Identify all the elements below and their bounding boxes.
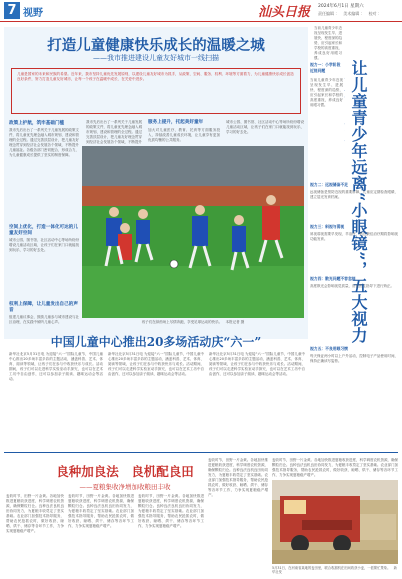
article-text: 城市公园、图书馆、社区活动中心等场所纷纷增设儿童活动区域，让孩子们在家门口就能找到玩乐、学习的好去处。	[226, 120, 304, 134]
issue-date: 2024年6月1日 星期六	[318, 4, 364, 9]
photo-caption: 孩子们在绿茵场上尽情奔跑，享受足球运动的快乐。 本报记者 摄	[141, 320, 245, 324]
article-text: 麦收时节，田野一片金黄。各地加快推进夏粮收获进度，科学调度农机资源，确保颗粒归仓。良种良法良机良田协同发力，为夏粮丰收奠定了坚实基础。农业部门加强技术指导服务，帮助农民抢抓农时，做好收获、晾晒、烘干、储存等各环节工作，力争实现夏粮稳产增产。	[6, 494, 64, 533]
soccer-photo-image	[82, 146, 304, 318]
section-body: 高度散光会影响视觉质量，应在医生指导下进行矫正。	[310, 284, 394, 288]
editor-credits: 责任编辑 ： 美术编辑 ： 校对 ：	[318, 11, 382, 16]
grain-subhead: ——夏粮集收净增加收粮田丰收	[79, 483, 171, 491]
harvest-photo-caption: 5月31日，在河南省某地的麦田里，联合收割机在田间收获小麦，一派繁忙景象。 新华社发	[272, 566, 397, 575]
vertical-headline: 让儿童青少年远离“小眼镜”，五大视力	[349, 60, 368, 344]
section-body: 斜视弱视需要早发现、早治疗，错过最佳治疗期将影响视功能发育。	[310, 232, 398, 241]
lead-subhead: ——我市推进建设儿童友好城市一线扫描	[93, 54, 219, 62]
section-body: 加大对儿童医疗、教育、托育等方面服务投入，持续改善儿童成长环境，让儿童享有更加优质均衡的公共服务。	[148, 128, 220, 142]
section-body: 我市先后出台了一系列关于儿童发展的政策文件，将儿童优先理念融入城市规划、建设和管理的全过程。通过完善顶层设计，把儿童友好理念贯穿到经济社会发展各个领域，不断提升儿童福祉。各级各部门密切配合，形成合力，为儿童健康成长提供了坚实的制度保障。	[9, 128, 79, 157]
grain-headline: 良种加良法 良机配良田	[56, 464, 194, 479]
lead-headline: 打造儿童健康快乐成长的温暖之城	[47, 37, 265, 54]
lead-intro-text: 儿童是国家的未来和民族的希望。近年来，我市坚持儿童优先发展原则，以建设儿童友好城市为抓手，从政策、空间、服务、权利、环境等方面着力，为儿童健康快乐成长创造良好条件，努力打造儿童友好城市，让每一个孩子在温暖中成长、在关爱中进步。	[17, 72, 294, 82]
section-heading: 视力五：不良用眼习惯	[310, 346, 348, 351]
section-heading: 视力三：斜视与弱视	[310, 224, 345, 229]
section-body: 组建儿童议事会，鼓励儿童参与城市建设与社区治理，在实践中倾听儿童心声。	[9, 315, 79, 324]
section-heading: 视力二：远视储备不足	[310, 182, 348, 187]
harvest-photo-image	[272, 480, 398, 564]
article-text: 新华社北京5月31日电 为迎接“六一”国际儿童节，中国儿童中心推出20多场丰富多彩的主题活动，涵盖科普、艺术、体育、阅读等领域，让孩子们在参与中收获快乐与成长。活动期间，孩子们可以走进科学实验室动手探究，也可以在艺术工坊中自由创作，还可以参加亲子阅读、趣味运动会等活动。	[9, 352, 103, 381]
section-heading: 视力一：小学阶段近视问题	[310, 62, 341, 73]
soccer-photo	[82, 146, 304, 318]
harvest-photo	[272, 480, 398, 564]
article-text: 麦收时节，田野一片金黄。各地加快推进夏粮收获进度，科学调度农机资源，确保颗粒归仓。良种良法良机良田协同发力，为夏粮丰收奠定了坚实基础。农业部门加强技术指导服务，帮助农民抢抓农时，做好收获、晾晒、烘干、储存等各环节工作，力争实现夏粮稳产增产。	[138, 494, 204, 528]
section-body: 当前儿童青少年近视呈现发生早、进展快、程度深的趋势，应引起家长和学校的高度重视，养成良好用眼习惯。	[310, 78, 343, 107]
section-body: 每天保证两小时以上户外活动，控制电子产品使用时间，保持正确读写姿势。	[310, 354, 398, 363]
lead-intro	[11, 68, 301, 114]
page-number: 7	[4, 2, 20, 19]
section-body: 远视储备是预防近视的重要屏障，儿童应定期检查眼睛，建立屈光发育档案。	[310, 190, 398, 199]
article-text: 新华社北京5月31日电 为迎接“六一”国际儿童节，中国儿童中心推出20多场丰富多彩的主题活动，涵盖科普、艺术、体育、阅读等领域，让孩子们在参与中收获快乐与成长。活动期间，孩子们可以走进科学实验室动手探究，也可以在艺术工坊中自由创作，还可以参加亲子阅读、趣味运动会等活动。	[108, 352, 204, 376]
article-text: 当前儿童青少年近视呈现发生早、进展快、程度深的趋势，应引起家长和学校的高度重视，养成良好用眼习惯。	[314, 26, 342, 60]
article-text: 麦收时节，田野一片金黄。各地加快推进夏粮收获进度，科学调度农机资源，确保颗粒归仓。良种良法良机良田协同发力，为夏粮丰收奠定了坚实基础。农业部门加强技术指导服务，帮助农民抢抓农时，做好收获、晾晒、烘干、储存等各环节工作，力争实现夏粮稳产增产。	[208, 458, 268, 497]
section-heading: 权利上保障，让儿童发出自己的声音	[9, 302, 78, 313]
article-text: 我市先后出台了一系列关于儿童发展的政策文件，将儿童优先理念融入城市规划、建设和管理的全过程。通过完善顶层设计，把儿童友好理念贯穿到经济社会发展各个领域，不断提升	[86, 120, 142, 144]
masthead	[0, 0, 402, 22]
article-text: 麦收时节，田野一片金黄。各地加快推进夏粮收获进度，科学调度农机资源，确保颗粒归仓。良种良法良机良田协同发力，为夏粮丰收奠定了坚实基础。农业部门加强技术指导服务，帮助农民抢抓农时，做好收获、晾晒、烘干、储存等各环节工作，力争实现夏粮稳产增产。	[68, 494, 134, 528]
bottom-headline: 中国儿童中心推出20多场活动庆“六一”	[50, 335, 262, 349]
section-name: 视野	[23, 8, 43, 19]
section-heading: 服务上提升，托起美好童年	[148, 120, 204, 125]
section-divider	[4, 452, 398, 453]
section-heading: 政策上护航，筑牢基础门槛	[9, 121, 65, 126]
paper-logo: 汕头日报	[258, 5, 311, 20]
article-text: 新华社北京5月31日电 为迎接“六一”国际儿童节，中国儿童中心推出20多场丰富多彩的主题活动，涵盖科普、艺术、体育、阅读等领域，让孩子们在参与中收获快乐与成长。活动期间，孩子们可以走进科学实验室动手探究，也可以在艺术工坊中自由创作，还可以参加亲子阅读、趣味运动会等活动。	[209, 352, 305, 376]
section-heading: 空间上优化，打造一体化可达的儿童友好空间	[9, 225, 78, 236]
section-body: 城市公园、图书馆、社区活动中心等场所纷纷增设儿童活动区域，让孩子们在家门口就能找到玩乐、学习的好去处。	[9, 238, 79, 252]
section-heading: 视力四：散光问题不容忽视	[310, 276, 356, 281]
article-text: 麦收时节，田野一片金黄。各地加快推进夏粮收获进度，科学调度农机资源，确保颗粒归仓。良种良法良机良田协同发力，为夏粮丰收奠定了坚实基础。农业部门加强技术指导服务，帮助农民抢抓农时，做好收获、晾晒、烘干、储存等各环节工作，力争实现夏粮稳产增产。	[272, 458, 398, 477]
